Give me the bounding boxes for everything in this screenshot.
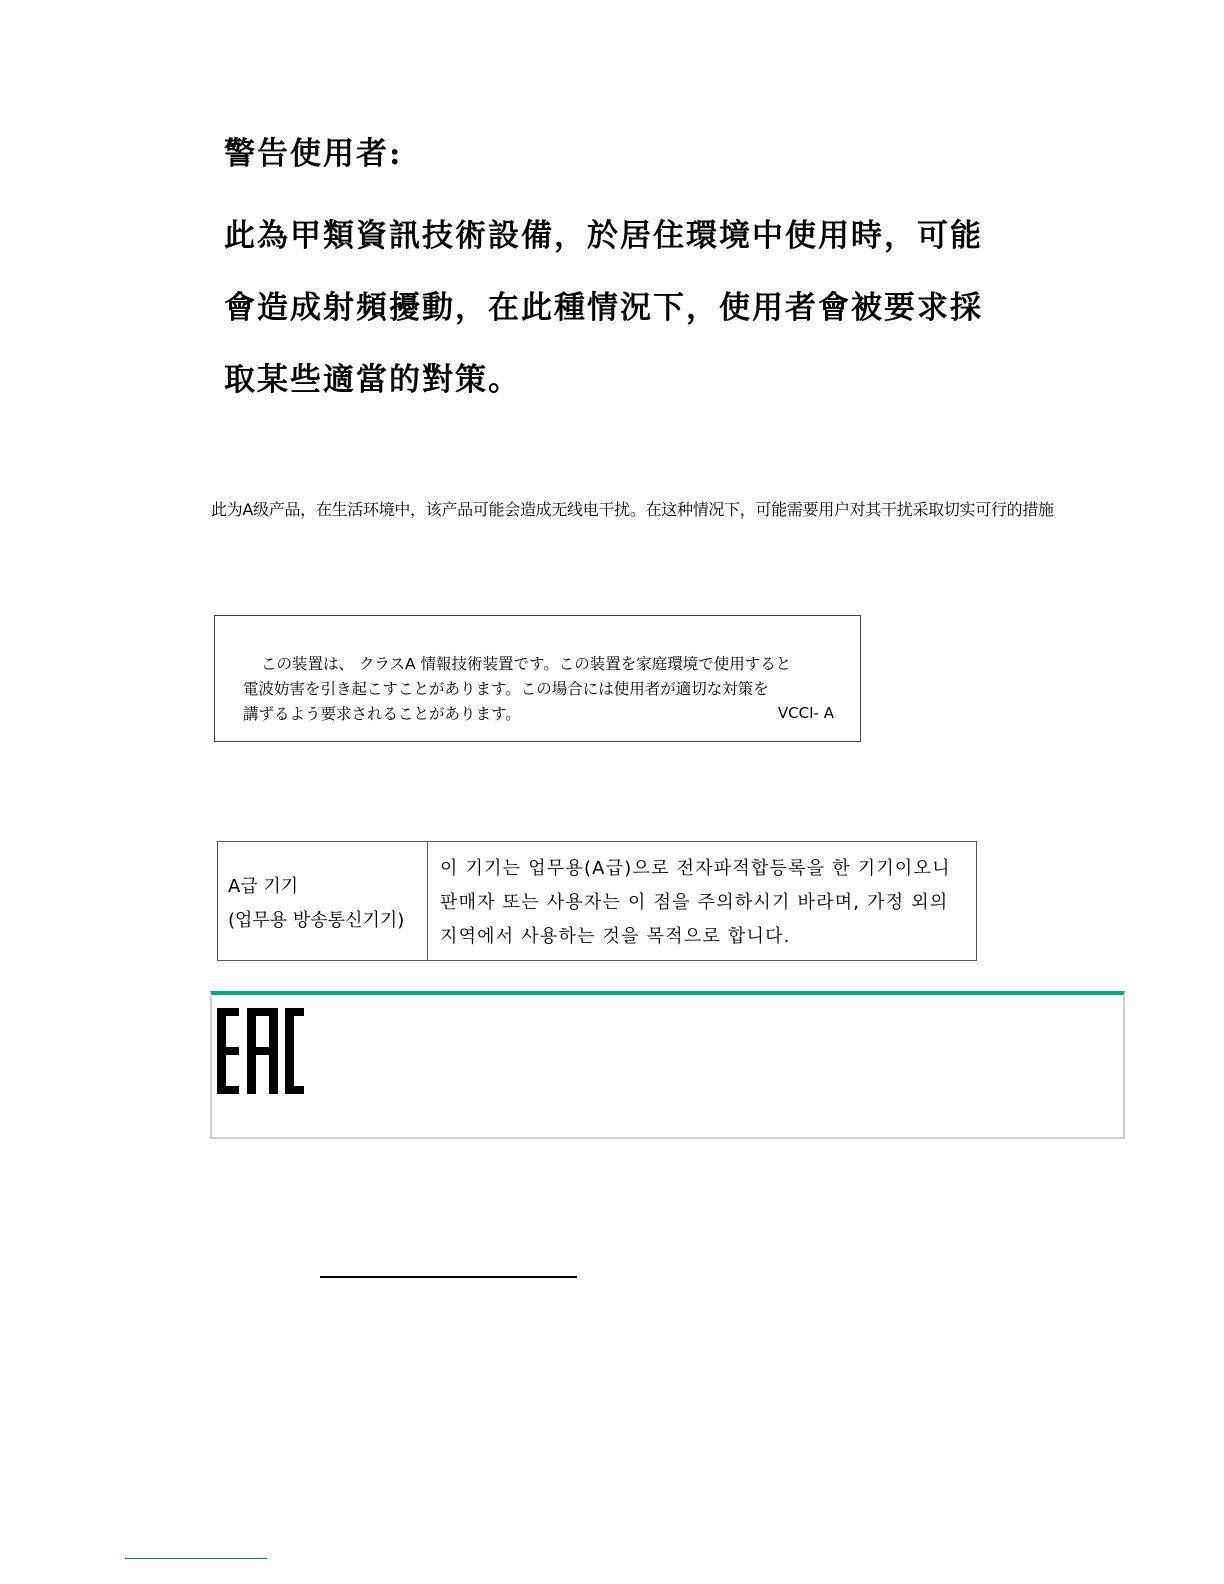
footer-link-underline[interactable] — [125, 1558, 267, 1559]
korea-notice-line: 판매자 또는 사용자는 이 점을 주의하시기 바라며, 가정 외의 — [440, 892, 949, 913]
taiwan-warning-line: 取某些適當的對策。 — [224, 362, 521, 398]
taiwan-warning-line: 會造成射頻擾動，在此種情況下，使用者會被要求採 — [224, 290, 983, 326]
japan-vcci-notice-box — [214, 615, 861, 742]
taiwan-warning-notice — [224, 128, 1064, 416]
horizontal-rule — [320, 1276, 577, 1278]
vcci-notice-line: 電波妨害を引き起こすことがあります。この場合には使用者が適切な対策を — [243, 680, 769, 698]
taiwan-warning-line: 此為甲類資訊技術設備，於居住環境中使用時，可能 — [224, 218, 983, 254]
vcci-code: VCCI- A — [777, 704, 834, 722]
korea-class-sublabel: (업무용 방송통신기기) — [228, 910, 405, 931]
korea-class-label: A급 기기 — [228, 876, 299, 897]
vcci-notice-line: この装置は、 クラスA 情報技術装置です。この装置を家庭環境で使用すると — [261, 655, 792, 673]
eac-logo-icon — [217, 1008, 305, 1094]
taiwan-warning-heading: 警告使用者: — [224, 136, 403, 172]
china-class-a-notice: 此为A级产品，在生活环境中，该产品可能会造成无线电干扰。在这种情况下，可能需要用户对其干扰采取切实可行的措施 — [211, 500, 1054, 519]
korea-class-label-cell — [218, 842, 428, 960]
vcci-notice-line: 講ずるよう要求されることがあります。 — [243, 705, 521, 723]
korea-notice-line: 지역에서 사용하는 것을 목적으로 합니다. — [440, 926, 791, 947]
korea-class-a-notice-table — [217, 841, 977, 961]
korea-notice-line: 이 기기는 업무용(A급)으로 전자파적합등록을 한 기기이오니 — [440, 858, 951, 879]
korea-notice-text-cell — [428, 842, 976, 960]
eac-mark-box — [210, 991, 1125, 1139]
